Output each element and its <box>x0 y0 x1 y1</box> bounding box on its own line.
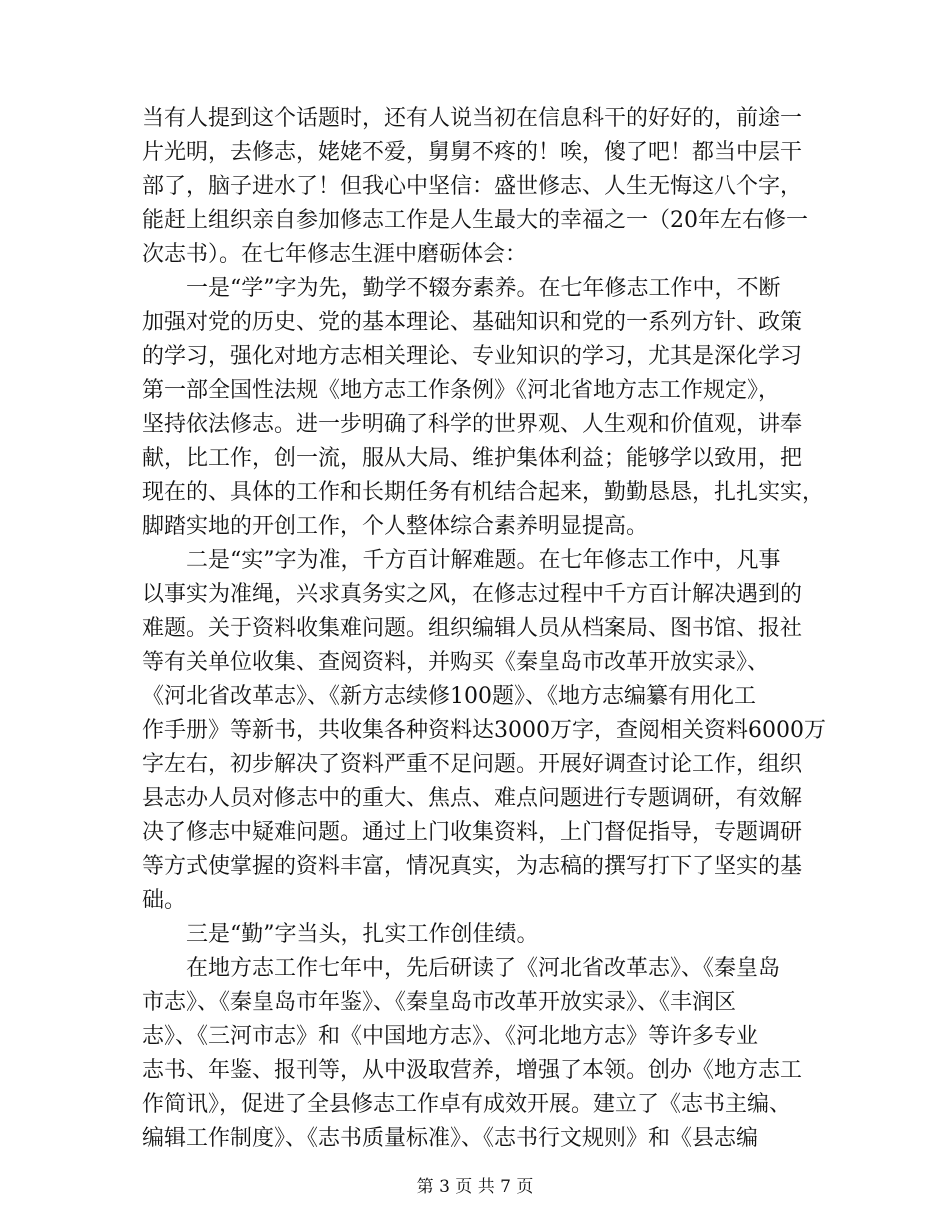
text-line: 片光明，去修志，姥姥不爱，舅舅不疼的！唉，傻了吧！都当中层干 <box>142 140 803 165</box>
text-line: 作简讯》，促进了全县修志工作卓有成效开展。建立了《志书主编、 <box>142 1092 792 1117</box>
text-line: 的学习，强化对地方志相关理论、专业知识的学习，尤其是深化学习 <box>142 344 803 369</box>
text-line: 决了修志中疑难问题。通过上门收集资料，上门督促指导，专题调研 <box>142 820 803 845</box>
text-line: 现在的、具体的工作和长期任务有机结合起来，勤勤恳恳，扎扎实实， <box>142 480 825 505</box>
paragraph-point-2 <box>142 544 826 918</box>
paragraph-point-3-detail <box>142 952 802 1156</box>
text-line: 能赶上组织亲自参加修志工作是人生最大的幸福之一（20年左右修一 <box>142 208 808 233</box>
text-line: 等有关单位收集、查阅资料，并购买《秦皇岛市改革开放实录》、 <box>142 650 770 675</box>
text-line: 志》、《三河市志》和《中国地方志》、《河北地方志》等许多专业 <box>142 1024 759 1049</box>
page-footer: 第 3 页 共 7 页 <box>416 1177 534 1197</box>
paragraph-point-3 <box>142 918 802 952</box>
text-line: 一是“学”字为先，勤学不辍夯素养。在七年修志工作中，不断 <box>186 276 781 301</box>
text-line: 市志》、《秦皇岛市年鉴》、《秦皇岛市改革开放实录》、《丰润区 <box>142 990 737 1015</box>
text-line: 次志书）。在七年修志生涯中磨砺体会： <box>142 242 528 267</box>
text-line: 当有人提到这个话题时，还有人说当初在信息科干的好好的，前途一 <box>142 106 803 131</box>
text-line: 三是“勤”字当头，扎实工作创佳绩。 <box>186 922 539 947</box>
text-line: 在地方志工作七年中，先后研读了《河北省改革志》、《秦皇岛 <box>186 956 781 981</box>
paragraph-point-1 <box>142 272 825 544</box>
text-line: 志书、年鉴、报刊等，从中汲取营养，增强了本领。创办《地方志工 <box>142 1058 803 1083</box>
text-line: 加强对党的历史、党的基本理论、基础知识和党的一系列方针、政策 <box>142 310 803 335</box>
text-line: 坚持依法修志。进一步明确了科学的世界观、人生观和价值观，讲奉 <box>142 412 803 437</box>
text-line: 难题。关于资料收集难问题。组织编辑人员从档案局、图书馆、报社 <box>142 616 803 641</box>
text-line: 二是“实”字为准，千方百计解难题。在七年修志工作中，凡事 <box>186 548 781 573</box>
paragraph-intro <box>142 102 808 272</box>
text-line: 第一部全国性法规《地方志工作条例》《河北省地方志工作规定》， <box>142 378 781 403</box>
text-line: 作手册》等新书，共收集各种资料达3000万字，查阅相关资料6000万 <box>142 718 826 743</box>
text-line: 县志办人员对修志中的重大、焦点、难点问题进行专题调研，有效解 <box>142 786 803 811</box>
text-line: 编辑工作制度》、《志书质量标准》、《志书行文规则》和《县志编 <box>142 1126 759 1151</box>
text-line: 以事实为准绳，兴求真务实之风，在修志过程中千方百计解决遇到的 <box>142 582 803 607</box>
text-line: 献，比工作，创一流，服从大局、维护集体利益；能够学以致用，把 <box>142 446 803 471</box>
document-body <box>142 102 826 1156</box>
text-line: 脚踏实地的开创工作，个人整体综合素养明显提高。 <box>142 514 649 539</box>
text-line: 部了，脑子进水了！但我心中坚信：盛世修志、人生无悔这八个字， <box>142 174 803 199</box>
text-line: 字左右，初步解决了资料严重不足问题。开展好调查讨论工作，组织 <box>142 752 803 777</box>
text-line: 等方式使掌握的资料丰富，情况真实，为志稿的撰写打下了坚实的基 <box>142 854 803 879</box>
text-line: 础。 <box>142 888 187 913</box>
text-line: 《河北省改革志》、《新方志续修100题》、《地方志编纂有用化工 <box>142 684 756 709</box>
